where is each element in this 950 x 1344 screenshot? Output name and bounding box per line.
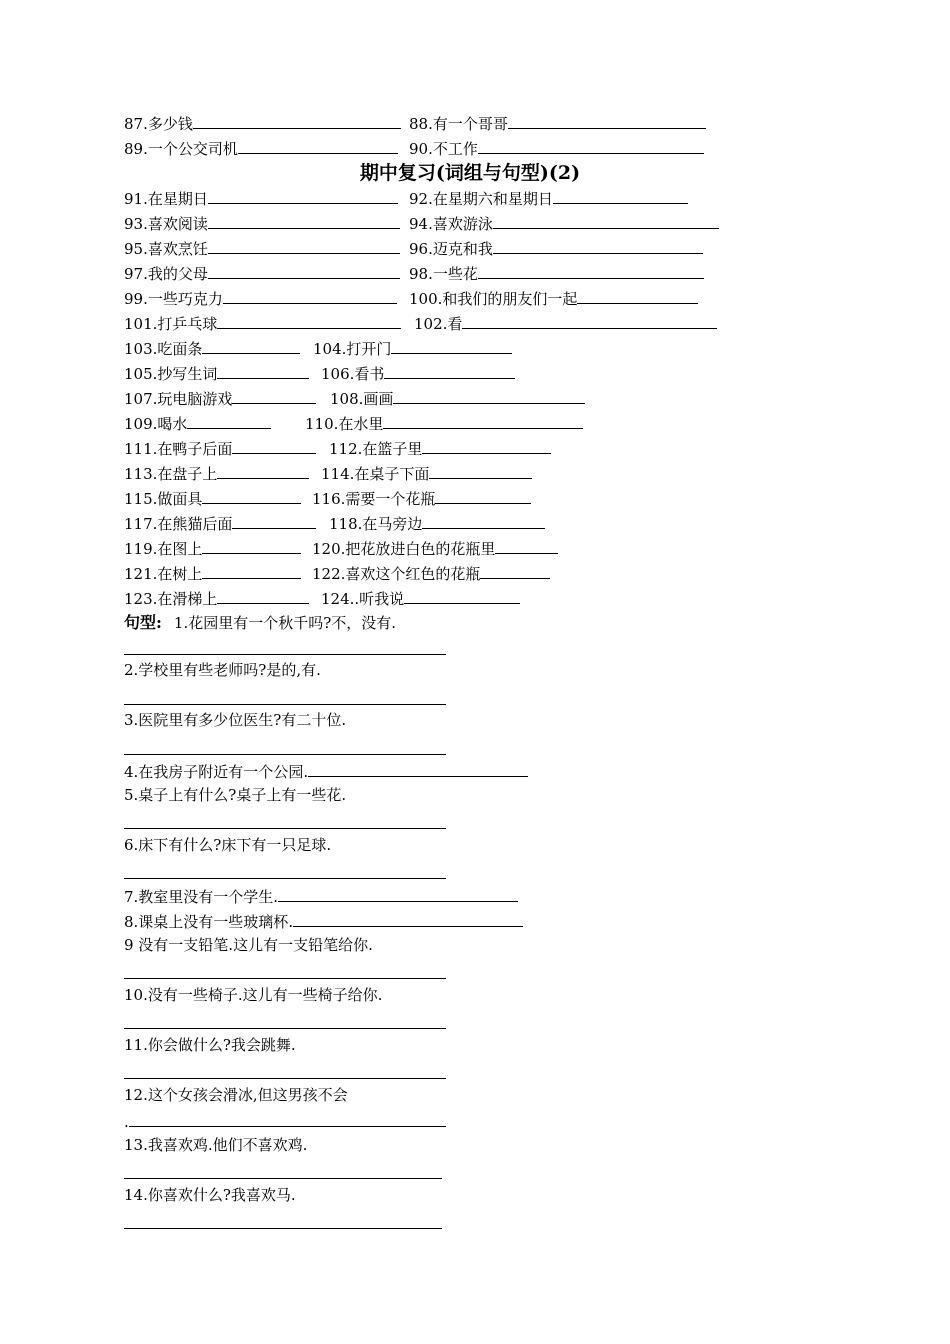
answer-blank[interactable] — [393, 388, 585, 404]
phrase-item — [329, 513, 545, 534]
phrase-item — [124, 213, 400, 234]
answer-blank[interactable] — [384, 363, 515, 379]
phrase-item-text: 113.在盘子上 — [124, 465, 218, 483]
sentence-pattern-item-text: 6.床下有什么?床下有一只足球. — [124, 836, 332, 854]
phrase-item — [124, 438, 316, 459]
phrase-item-text: 111.在鸭子后面 — [124, 440, 233, 458]
answer-blank[interactable] — [462, 313, 717, 329]
sentence-pattern-item-text: 3.医院里有多少位医生?有二十位. — [124, 711, 347, 729]
answer-blank[interactable] — [217, 363, 309, 379]
answer-blank[interactable] — [217, 588, 309, 604]
answer-blank[interactable] — [208, 213, 400, 229]
phrase-item — [124, 363, 309, 384]
page-title: 期中复习(词组与句型)(2) — [359, 162, 581, 184]
phrase-item — [124, 388, 316, 409]
sentence-pattern-item — [124, 1186, 296, 1205]
answer-blank[interactable] — [187, 413, 271, 429]
answer-blank[interactable] — [577, 288, 698, 304]
answer-blank[interactable] — [208, 188, 398, 204]
phrase-item — [312, 563, 550, 584]
phrase-item-text: 124..听我说 — [321, 590, 405, 608]
answer-blank[interactable] — [480, 563, 550, 579]
phrase-item — [321, 363, 515, 384]
answer-line[interactable] — [124, 1178, 442, 1179]
sentence-pattern-item — [124, 986, 382, 1005]
answer-blank[interactable] — [217, 463, 309, 479]
answer-blank[interactable] — [553, 188, 688, 204]
phrase-item-text: 103.吃面条 — [124, 340, 203, 358]
phrase-item — [409, 238, 703, 259]
phrase-item — [124, 513, 316, 534]
phrase-item-text: 104.打开门 — [313, 340, 392, 358]
answer-line[interactable] — [124, 978, 446, 979]
answer-blank[interactable] — [193, 113, 401, 129]
sentence-pattern-item-text: 8.课桌上没有一些玻璃杯. — [124, 913, 294, 931]
phrase-item — [124, 588, 309, 609]
phrase-item-text: 112.在篮子里 — [329, 440, 423, 458]
sentence-pattern-item-text: 4.在我房子附近有一个公园. — [124, 763, 309, 781]
phrase-item — [414, 313, 717, 334]
answer-line[interactable] — [124, 878, 446, 879]
phrase-item — [409, 213, 719, 234]
sentence-pattern-item-text: 14.你喜欢什么?我喜欢马. — [124, 1186, 296, 1204]
phrase-item-text: 98.一些花 — [409, 265, 478, 283]
phrase-item — [124, 313, 401, 334]
phrase-item-text: 89.一个公交司机 — [124, 140, 238, 158]
answer-blank[interactable] — [129, 1111, 446, 1127]
phrase-item — [124, 413, 271, 434]
sentence-pattern-item — [124, 661, 321, 680]
answer-blank[interactable] — [404, 588, 520, 604]
sentence-pattern-item-text: 9 没有一支铅笔.这儿有一支铅笔给你. — [124, 936, 373, 954]
sentence-text: 1.花园里有一个秋千吗?不，没有. — [173, 614, 397, 632]
phrase-item-text: 107.玩电脑游戏 — [124, 390, 233, 408]
phrase-item — [124, 263, 400, 284]
sentence-pattern-item — [124, 613, 396, 633]
answer-blank[interactable] — [391, 338, 512, 354]
sentence-pattern-item — [124, 886, 518, 907]
answer-blank[interactable] — [223, 288, 397, 304]
answer-line[interactable] — [124, 828, 446, 829]
phrase-item-text: 118.在马旁边 — [329, 515, 423, 533]
answer-blank[interactable] — [293, 911, 523, 927]
phrase-item-text: 101.打乒乓球 — [124, 315, 218, 333]
answer-line[interactable] — [124, 654, 446, 655]
phrase-item-text: 109.喝水 — [124, 415, 188, 433]
phrase-item — [124, 138, 398, 159]
answer-blank[interactable] — [217, 313, 401, 329]
phrase-item-text: 91.在星期日 — [124, 190, 208, 208]
answer-blank[interactable] — [478, 138, 704, 154]
period-mark: . — [124, 1113, 129, 1131]
answer-blank[interactable] — [238, 138, 398, 154]
answer-blank[interactable] — [208, 263, 400, 279]
sentence-pattern-item — [124, 761, 528, 782]
phrase-item — [321, 463, 532, 484]
answer-blank[interactable] — [383, 413, 583, 429]
phrase-item-text: 110.在水里 — [305, 415, 384, 433]
answer-blank[interactable] — [478, 263, 704, 279]
answer-line[interactable] — [124, 704, 446, 705]
answer-line[interactable] — [124, 1228, 442, 1229]
sentence-section-label: 句型: — [124, 613, 162, 632]
phrase-item — [124, 488, 301, 509]
phrase-item-text: 105.抄写生词 — [124, 365, 218, 383]
phrase-item-text: 108.画画 — [330, 390, 394, 408]
phrase-item — [124, 288, 397, 309]
phrase-item-text: 99.一些巧克力 — [124, 290, 223, 308]
phrase-item — [124, 463, 309, 484]
answer-blank[interactable] — [435, 488, 531, 504]
sentence-pattern-item — [124, 936, 373, 955]
phrase-item-text: 120.把花放进白色的花瓶里 — [312, 540, 496, 558]
phrase-item-text: 90.不工作 — [409, 140, 478, 158]
answer-blank[interactable] — [422, 513, 545, 529]
phrase-item — [124, 188, 398, 209]
answer-blank[interactable] — [202, 338, 300, 354]
sentence-pattern-item — [124, 786, 346, 805]
phrase-item-text: 94.喜欢游泳 — [409, 215, 493, 233]
phrase-item — [330, 388, 585, 409]
phrase-item-text: 116.需要一个花瓶 — [312, 490, 436, 508]
phrase-item — [124, 538, 301, 559]
phrase-item-text: 119.在图上 — [124, 540, 203, 558]
phrase-item-text: 96.迈克和我 — [409, 240, 493, 258]
answer-blank[interactable] — [202, 488, 301, 504]
answer-blank[interactable] — [508, 113, 706, 129]
phrase-item-text: 115.做面具 — [124, 490, 203, 508]
phrase-item — [312, 538, 558, 559]
sentence-pattern-item — [124, 1036, 296, 1055]
phrase-item — [305, 413, 583, 434]
answer-blank[interactable] — [422, 438, 551, 454]
answer-blank[interactable] — [278, 886, 518, 902]
answer-blank[interactable] — [202, 538, 301, 554]
phrase-item — [409, 288, 698, 309]
answer-blank[interactable] — [493, 238, 703, 254]
phrase-item — [321, 588, 520, 609]
phrase-item — [124, 563, 301, 584]
phrase-item-text: 88.有一个哥哥 — [409, 115, 508, 133]
answer-blank[interactable] — [429, 463, 532, 479]
sentence-pattern-item — [124, 1086, 348, 1105]
phrase-item — [124, 338, 300, 359]
answer-blank[interactable] — [232, 513, 316, 529]
phrase-item-text: 114.在桌子下面 — [321, 465, 430, 483]
phrase-item — [409, 263, 704, 284]
sentence-pattern-item-text: 7.教室里没有一个学生. — [124, 888, 279, 906]
phrase-item-text: 117.在熊猫后面 — [124, 515, 233, 533]
phrase-item — [329, 438, 551, 459]
phrase-item — [312, 488, 531, 509]
phrase-item-text: 102.看 — [414, 315, 463, 333]
sentence-pattern-item — [124, 836, 331, 855]
answer-blank[interactable] — [493, 213, 719, 229]
answer-blank[interactable] — [308, 761, 528, 777]
phrase-item — [409, 188, 688, 209]
phrase-item — [124, 238, 400, 259]
answer-line[interactable] — [124, 1078, 446, 1079]
phrase-item-text: 97.我的父母 — [124, 265, 208, 283]
sentence-pattern-item-text: 12.这个女孩会滑冰,但这男孩不会 — [124, 1086, 348, 1104]
phrase-item-text: 123.在滑梯上 — [124, 590, 218, 608]
phrase-item-text: 121.在树上 — [124, 565, 203, 583]
answer-blank[interactable] — [232, 388, 316, 404]
phrase-item-text: 92.在星期六和星期日 — [409, 190, 553, 208]
sentence-pattern-item-text: 13.我喜欢鸡.他们不喜欢鸡. — [124, 1136, 308, 1154]
phrase-item-text: 122.喜欢这个红色的花瓶 — [312, 565, 481, 583]
phrase-item-text: 106.看书 — [321, 365, 385, 383]
phrase-item-text: 87.多少钱 — [124, 115, 193, 133]
sentence-pattern-item-text: 11.你会做什么?我会跳舞. — [124, 1036, 296, 1054]
sentence-pattern-item — [124, 911, 523, 932]
answer-blank[interactable] — [208, 238, 400, 254]
phrase-item-text: 100.和我们的朋友们一起 — [409, 290, 578, 308]
answer-blank[interactable] — [202, 563, 301, 579]
answer-blank[interactable] — [232, 438, 316, 454]
phrase-item-text: 93.喜欢阅读 — [124, 215, 208, 233]
phrase-item — [124, 113, 401, 134]
sentence-pattern-item — [124, 711, 346, 730]
phrase-item — [409, 113, 706, 134]
answer-row — [124, 1111, 446, 1132]
sentence-pattern-item-text: 10.没有一些椅子.这儿有一些椅子给你. — [124, 986, 383, 1004]
answer-line[interactable] — [124, 1028, 446, 1029]
answer-blank[interactable] — [495, 538, 558, 554]
sentence-pattern-item-text: 5.桌子上有什么?桌子上有一些花. — [124, 786, 347, 804]
answer-line[interactable] — [124, 754, 446, 755]
sentence-pattern-item-text: 2.学校里有些老师吗?是的,有. — [124, 661, 321, 679]
phrase-item — [313, 338, 512, 359]
phrase-item — [409, 138, 704, 159]
sentence-pattern-item — [124, 1136, 307, 1155]
phrase-item-text: 95.喜欢烹饪 — [124, 240, 208, 258]
